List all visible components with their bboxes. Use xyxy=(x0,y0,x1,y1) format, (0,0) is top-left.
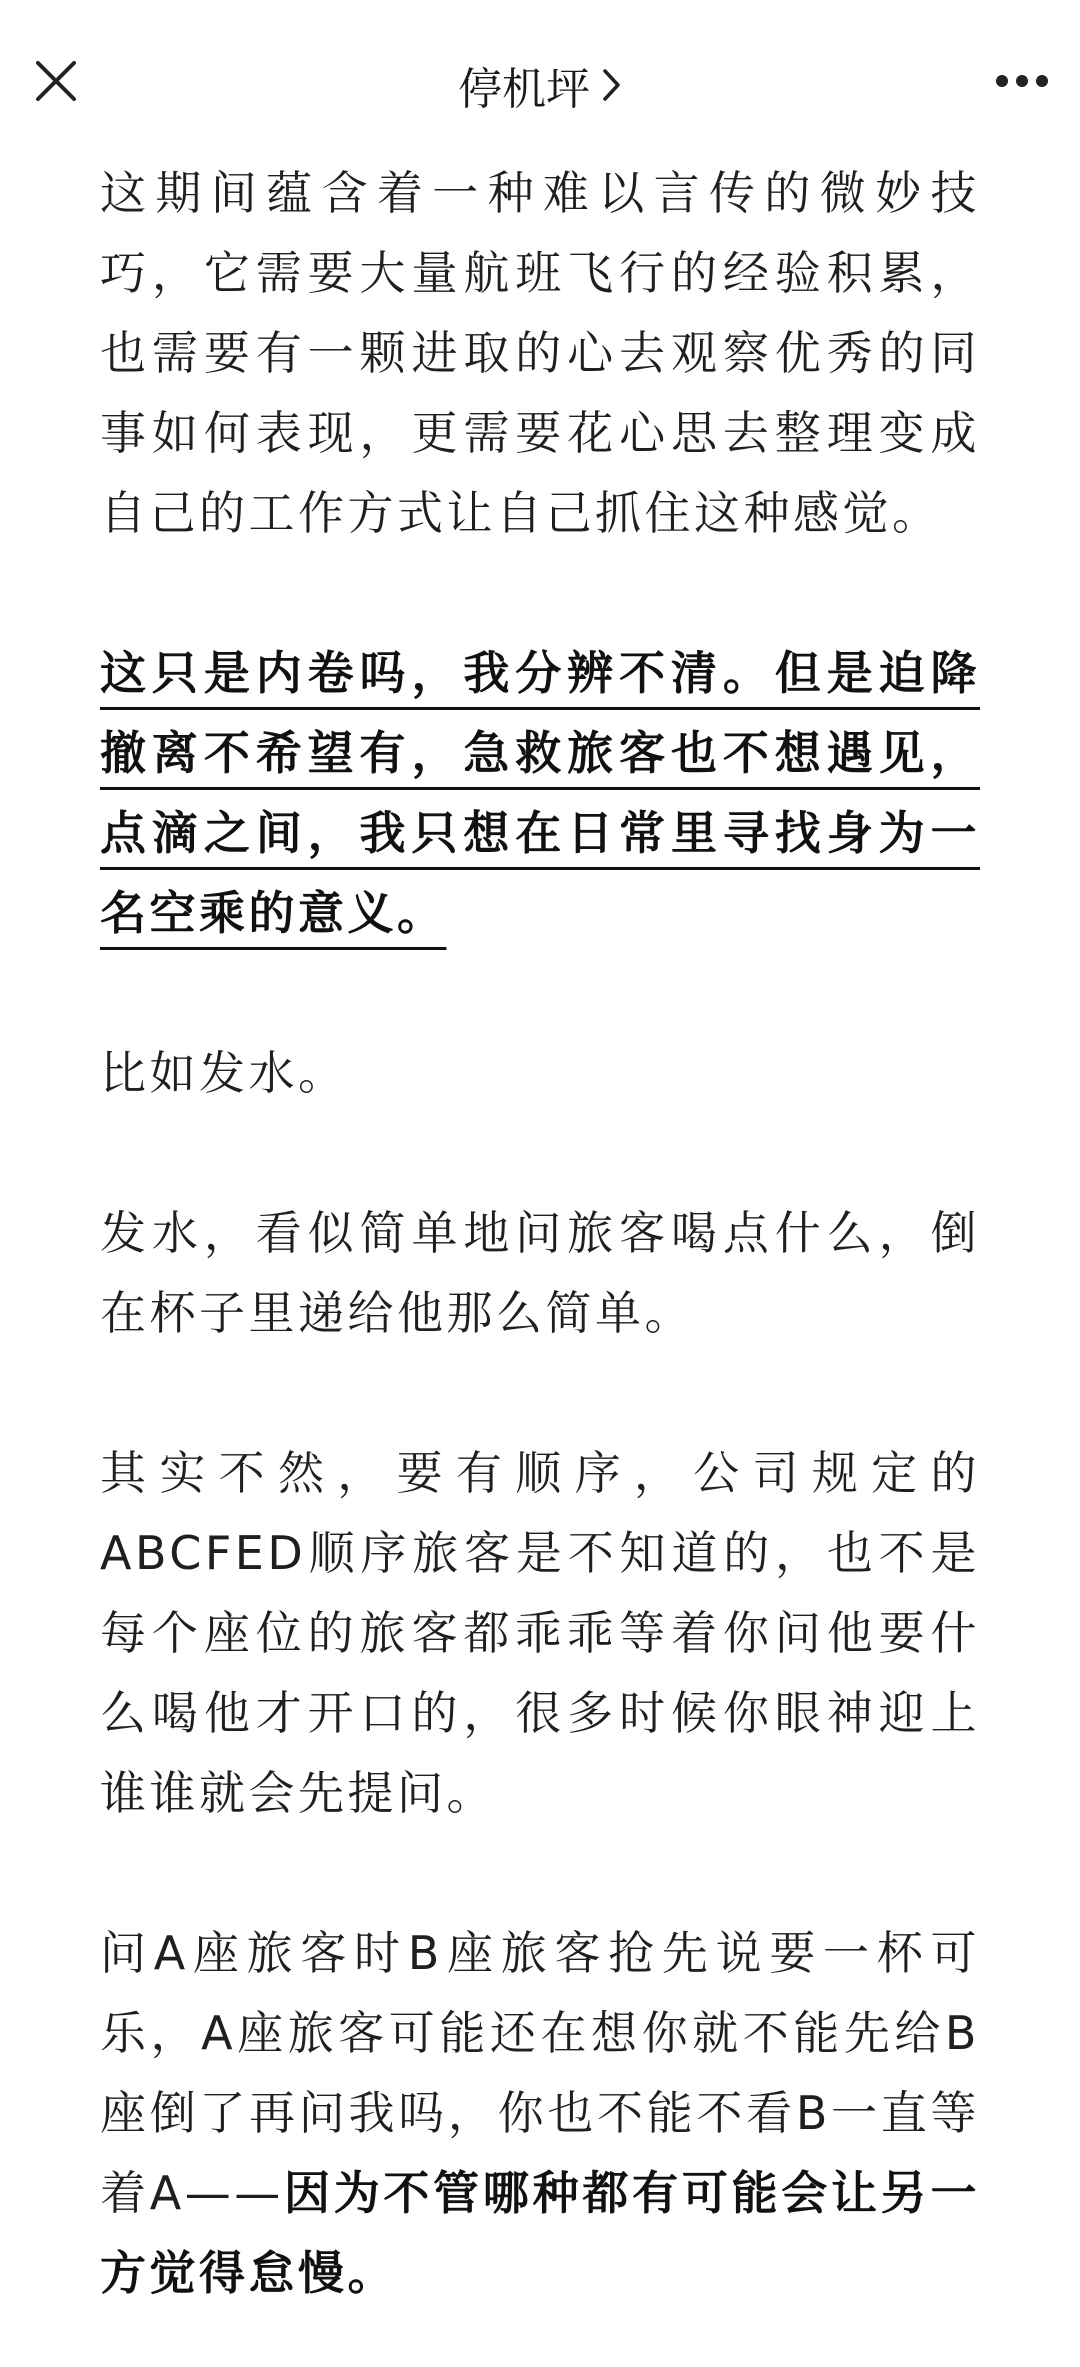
paragraph-4: 发水，看似简单地问旅客喝点什么，倒在杯子里递给他那么简单。 xyxy=(100,1206,980,1340)
paragraph-2-emphasis xyxy=(100,633,980,953)
more-options-button[interactable] xyxy=(986,45,1058,117)
more-horizontal-icon xyxy=(995,74,1049,88)
account-title-link[interactable] xyxy=(0,50,1080,120)
paragraph-6 xyxy=(100,1913,980,2313)
paragraph-1: 这期间蕴含着一种难以言传的微妙技巧，它需要大量航班飞行的经验积累，也需要有一颗进取的心去观察优秀的同事如何表现，更需要花心思去整理变成自己的工作方式让自己抓住这种感觉。 xyxy=(100,166,980,540)
paragraph-spacer xyxy=(100,553,980,633)
paragraph-spacer xyxy=(100,1833,980,1913)
paragraph-5: 其实不然，要有顺序，公司规定的ABCFED顺序旅客是不知道的，也不是每个座位的旅客都乖乖等着你问他要什么喝他才开口的，很多时候你眼神迎上谁谁就会先提问。 xyxy=(100,1446,980,1820)
paragraph-3: 比如发水。 xyxy=(100,1046,348,1100)
paragraph-spacer xyxy=(100,1353,980,1433)
page-title: 停机坪 xyxy=(458,64,590,115)
chevron-right-icon xyxy=(602,68,622,102)
top-nav-bar xyxy=(0,0,1080,155)
paragraph-spacer xyxy=(100,1113,980,1193)
article-body xyxy=(100,153,980,2313)
paragraph-6-bold: 因为不管哪种都有可能会让另一方觉得怠慢。 xyxy=(100,2166,981,2300)
underlined-bold-text: 这只是内卷吗，我分辨不清。但是迫降撤离不希望有，急救旅客也不想遇见，点滴之间，我只想在日常里寻找身为一名空乘的意义。 xyxy=(100,646,980,940)
paragraph-spacer xyxy=(100,953,980,1033)
paragraph-6-normal: 问A座旅客时B座旅客抢先说要一杯可乐，A座旅客可能还在想你就不能先给B座倒了再问我吗，你也不能不看B一直等着A—— xyxy=(100,1926,980,2220)
